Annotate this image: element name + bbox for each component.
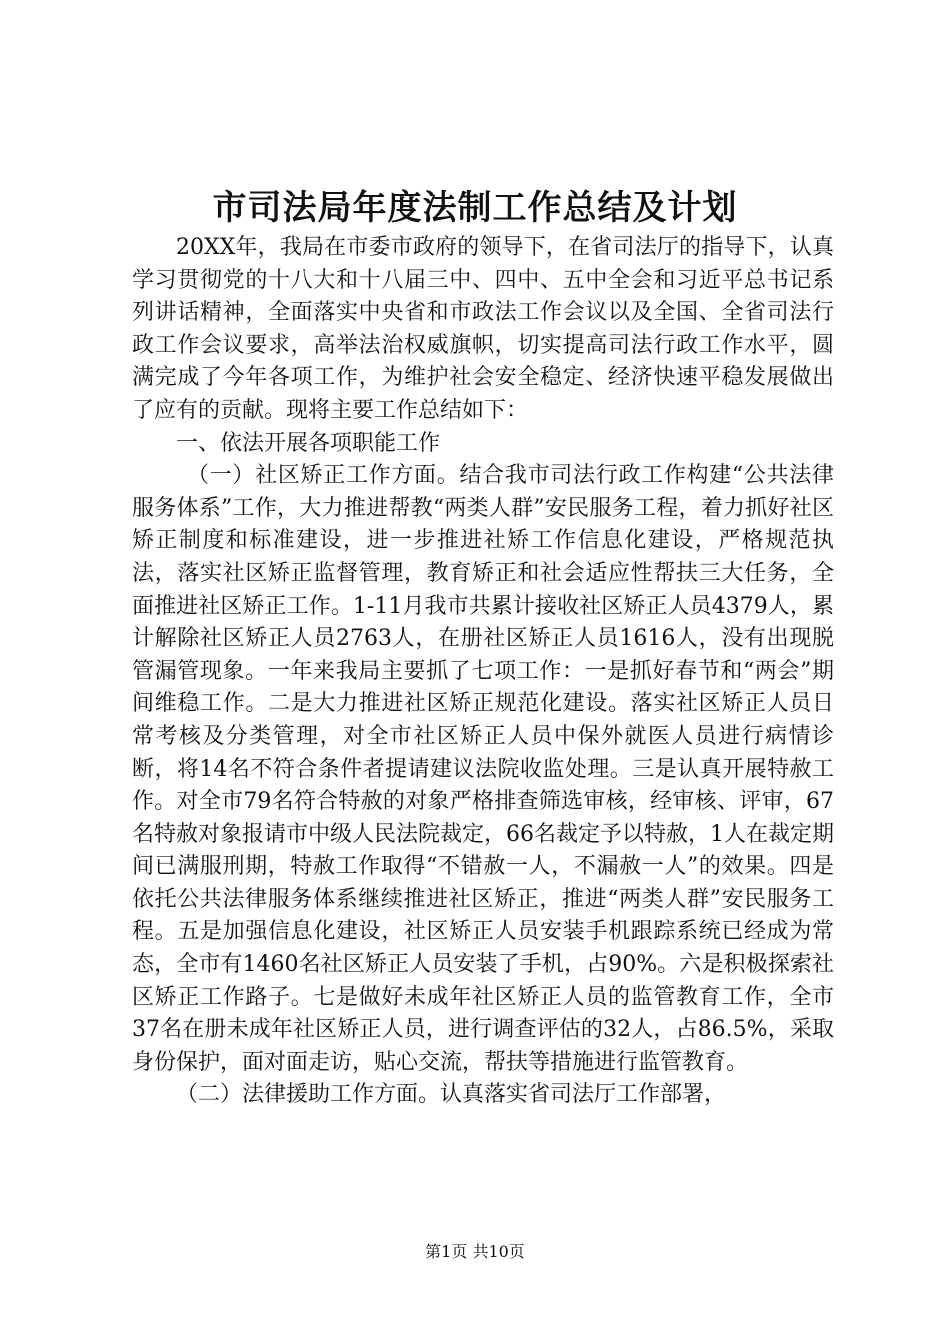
- page-footer: 第1页 共10页: [425, 1242, 525, 1261]
- document-body: [132, 232, 834, 1112]
- document-title: 市司法局年度法制工作总结及计划: [212, 188, 738, 228]
- legal-aid-paragraph: （二）法律援助工作方面。认真落实省司法厅工作部署，: [176, 1082, 727, 1108]
- intro-paragraph: 20XX年，我局在市委市政府的领导下，在省司法厅的指导下，认真学习贯彻党的十八大和十八届三中、四中、五中全会和习近平总书记系列讲话精神，全面落实中央省和市政法工作会议以及全国、全省司法行政工作会议要求，高举法治权威旗帜，切实提高司法行政工作水平，圆满完成了今年各项工作，为维护社会安全稳定、经济快速平稳发展做出了应有的贡献。现将主要工作总结如下：: [132, 235, 834, 423]
- section-heading: 一、依法开展各项职能工作: [176, 430, 441, 456]
- community-correction-paragraph: （一）社区矫正工作方面。结合我市司法行政工作构建“公共法律服务体系”工作，大力推进帮教“两类人群”安民服务工程，着力抓好社区矫正制度和标准建设，进一步推进社矫工作信息化建设，严格规范执法，落实社区矫正监督管理，教育矫正和社会适应性帮扶三大任务，全面推进社区矫正工作。1-11月我市共累计接收社区矫正人员4379人，累计解除社区矫正人员2763人，在册社区矫正人员1616人，没有出现脱管漏管现象。一年来我局主要抓了七项工作：一是抓好春节和“两会”期间维稳工作。二是大力推进社区矫正规范化建设。落实社区矫正人员日常考核及分类管理，对全市社区矫正人员中保外就医人员进行病情诊断，将14名不符合条件者提请建议法院收监处理。三是认真开展特赦工作。对全市79名符合特赦的对象严格排查筛选审核，经审核、评审，67名特赦对象报请市中级人民法院裁定，66名裁定予以特赦，1人在裁定期间已满服刑期，特赦工作取得“不错赦一人，不漏赦一人”的效果。四是依托公共法律服务体系继续推进社区矫正，推进“两类人群”安民服务工程。五是加强信息化建设，社区矫正人员安装手机跟踪系统已经成为常态，全市有1460名社区矫正人员安装了手机，占90%。六是积极探索社区矫正工作路子。七是做好未成年社区矫正人员的监管教育工作，全市37名在册未成年社区矫正人员，进行调查评估的32人，占86.5%，采取身份保护，面对面走访，贴心交流，帮扶等措施进行监管教育。: [132, 463, 834, 1075]
